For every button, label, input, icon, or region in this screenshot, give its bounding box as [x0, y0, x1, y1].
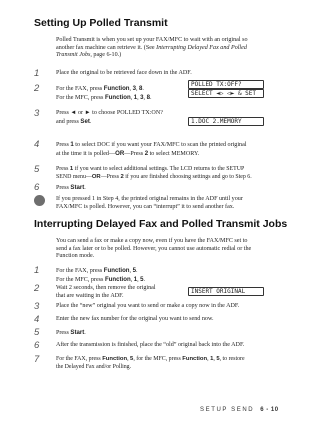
note-icon — [34, 195, 45, 206]
step-number: 2 — [34, 83, 40, 94]
section-title-interrupting: Interrupting Delayed Fax and Polled Transmit Jobs — [34, 218, 288, 230]
step-text: After the transmission is finished, place the “old” original back into the ADF. — [56, 342, 245, 348]
step-number: 4 — [34, 139, 40, 150]
page-number: 6 - 10 — [260, 407, 279, 413]
left-arrow-icon: ◄ — [70, 110, 77, 116]
step-text: Press Start. — [56, 329, 86, 336]
step-text: Enter the new fax number for the original you want to send now. — [56, 316, 214, 322]
step-text: Press 1 to select DOC if you want your FAX/MFC to scan the printed original at the time it is polled—OR—Press 2 to select MEMORY. — [56, 141, 247, 157]
step-text: For the FAX, press Function, 5, for the MFC, press Function, 1, 5, to restore the Delayed Fax and/or Polling. — [56, 356, 245, 370]
footer-section: SETUP SEND — [200, 407, 255, 413]
step-number: 5 — [34, 164, 40, 175]
step-number: 6 — [34, 340, 40, 351]
step-text: Press Start. — [56, 184, 86, 191]
lcd-doc-memory: 1.DOC 2.MEMORY — [188, 117, 264, 126]
intro-reference: Interrupting Delayed Fax and Polled — [156, 44, 247, 51]
step-number: 1 — [34, 68, 40, 79]
intro-line: another fax machine can retrieve it. (See — [56, 44, 157, 51]
step-number: 2 — [34, 283, 40, 294]
step-text: Place the “new” original you want to send or make a copy now in the ADF. — [56, 303, 240, 309]
step-text: Wait 2 seconds, then remove the original that are waiting in the ADF. — [56, 285, 156, 299]
step-number: 5 — [34, 327, 40, 338]
step-number: 7 — [34, 354, 40, 365]
step-number: 4 — [34, 314, 40, 325]
step-number: 3 — [34, 108, 40, 119]
step-text: For the FAX, press Function, 3, 8. For the MFC, press Function, 1, 3, 8. — [56, 85, 152, 101]
step-text: Place the original to be retrieved face down in the ADF. — [56, 70, 192, 76]
note-text: If you pressed 1 in Step 4, the printed original remains in the ADF until your FAX/MFC is polled. However, you can “interrupt” it to send another fax. — [56, 196, 243, 210]
section-title-polled-transmit: Setting Up Polled Transmit — [34, 17, 168, 29]
intro-reference: Transmit Jobs — [56, 52, 91, 58]
intro-line: Polled Transmit is when you set up your FAX/MFC to wait with an original so — [56, 37, 248, 43]
lcd-polled-tx: POLLED TX:OFF? — [188, 80, 264, 89]
lcd-select-set: SELECT ◄▷ ◁► & SET — [188, 89, 264, 98]
page-footer — [200, 407, 279, 413]
intro-paragraph — [56, 37, 288, 60]
step-text: For the FAX, press Function, 5. For the MFC, press Function, 1, 5. — [56, 267, 146, 283]
step-text: Press 1 if you want to select additional settings. The LCD returns to the SETUP SEND menu—OR—Press 2 if you are finished choosing settings and go to Step 6. — [56, 166, 252, 180]
intro-line: , page 6-10.) — [90, 52, 122, 58]
lcd-insert-original: INSERT ORIGINAL — [188, 287, 264, 296]
intro-paragraph: You can send a fax or make a copy now, even if you have the FAX/MFC set to send a fax later or to be polled. However, you cannot use automatic redial or the Function mode. — [56, 238, 252, 259]
step-number: 3 — [34, 301, 40, 312]
step-number: 1 — [34, 265, 40, 276]
step-number: 6 — [34, 182, 40, 193]
right-arrow-icon: ► — [84, 110, 91, 116]
step-text: Press ◄ or ► to choose POLLED TX:ON? and press Set. — [56, 110, 163, 125]
